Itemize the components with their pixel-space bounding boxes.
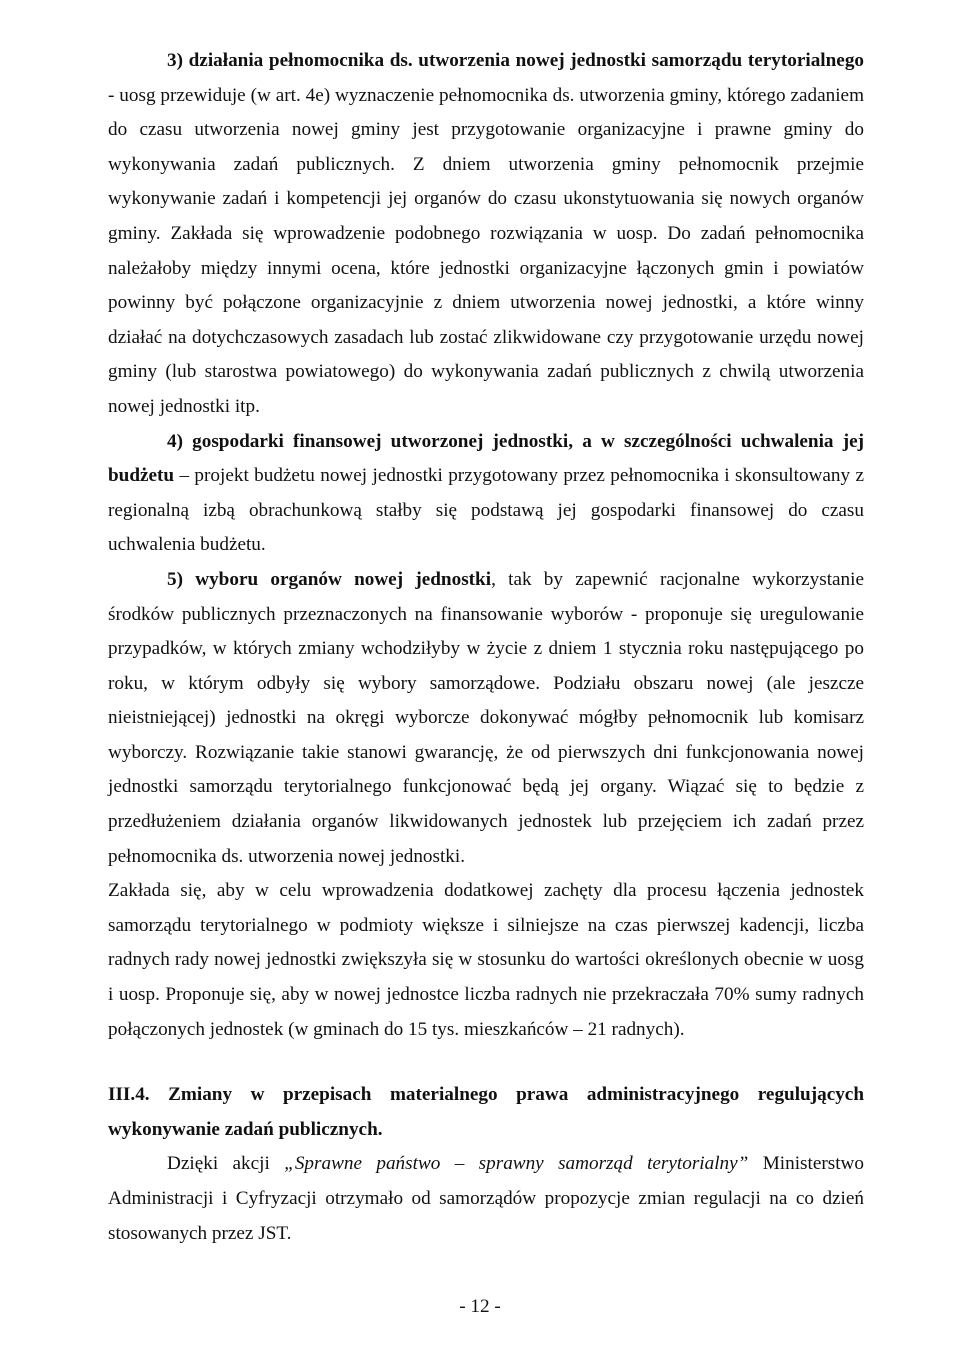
document-page	[108, 44, 864, 1251]
section-5-body: , tak by zapewnić racjonalne wykorzystanie środków publicznych przeznaczonych na finansowanie wyborów - proponuje się uregulowanie przypadków, w których zmiany wchodziłyby w życie z dniem 1 stycznia roku następującego po roku, w którym odbyły się wybory samorządowe. Podziału obszaru nowej (ale jeszcze nieistniejącej) jednostki na okręgi wyborcze dokonywać mógłby pełnomocnik lub komisarz wyborczy. Rozwiązanie takie stanowi gwarancję, że od pierwszych dni funkcjonowania nowej jednostki samorządu terytorialnego funkcjonować będą jej organy. Wiązać się to będzie z przedłużeniem działania organów likwidowanych jednostek lub przejęciem ich zadań przez pełnomocnika ds. utworzenia nowej jednostki.	[108, 568, 864, 867]
section-iii4-paragraph	[108, 1147, 864, 1251]
section-4-paragraph	[108, 425, 864, 563]
section-4-body: – projekt budżetu nowej jednostki przygotowany przez pełnomocnika i skonsultowany z regionalną izbą obrachunkową stałby się podstawą jej gospodarki finansowej do czasu uchwalenia budżetu.	[108, 465, 864, 556]
councillors-paragraph: Zakłada się, aby w celu wprowadzenia dodatkowej zachęty dla procesu łączenia jednostek samorządu terytorialnego w podmioty większe i silniejsze na czas pierwszej kadencji, liczba radnych rady nowej jednostki zwiększyła się w stosunku do wartości określonych obecnie w uosg i uosp. Proponuje się, aby w nowej jednostce liczba radnych nie przekraczała 70% sumy radnych połączonych jednostek (w gminach do 15 tys. mieszkańców – 21 radnych).	[108, 880, 864, 1040]
section-4-heading: 4) gospodarki finansowej utworzonej jednostki, a w szczególności uchwalenia jej budżetu	[108, 430, 864, 487]
section-5-paragraph	[108, 563, 864, 874]
section-5-heading: 5) wyboru organów nowej jednostki	[167, 568, 492, 590]
section-iii4-heading: III.4. Zmiany w przepisach materialnego prawa administracyjnego regulujących wykonywanie zadań publicznych.	[108, 1084, 864, 1140]
section-3-body: - uosg przewiduje (w art. 4e) wyznaczenie pełnomocnika ds. utworzenia gminy, którego zadaniem do czasu utworzenia nowej gminy jest przygotowanie organizacyjne i prawne gminy do wykonywania zadań publicznych. Z dniem utworzenia gminy pełnomocnik przejmie wykonywanie zadań i kompetencji jej organów do czasu ukonstytuowania się nowych organów gminy. Zakłada się wprowadzenie podobnego rozwiązania w uosp. Do zadań pełnomocnika należałoby między innymi ocena, które jednostki organizacyjne łączonych gmin i powiatów powinny być połączone organizacyjnie z dniem utworzenia nowej jednostki, a które winny działać na dotychczasowych zasadach lub zostać zlikwidowane czy przygotowanie urzędu nowej gminy (lub starostwa powiatowego) do wykonywania zadań publicznych z chwilą utworzenia nowej jednostki itp.	[108, 84, 864, 417]
campaign-name: „Sprawne państwo – sprawny samorząd terytorialny”	[284, 1153, 749, 1175]
section-3-number: 3)	[167, 50, 183, 71]
section-iii4-rest: Ministerstwo Administracji i Cyfryzacji otrzymało od samorządów propozycje zmian regulacji na co dzień stosowanych przez JST.	[108, 1153, 864, 1244]
section-3-paragraph	[108, 44, 864, 425]
section-3-heading: działania pełnomocnika ds. utworzenia nowej jednostki samorządu terytorialnego	[188, 50, 865, 71]
section-iii4-intro: Dzięki akcji	[167, 1153, 285, 1175]
page-number: - 12 -	[459, 1296, 501, 1317]
